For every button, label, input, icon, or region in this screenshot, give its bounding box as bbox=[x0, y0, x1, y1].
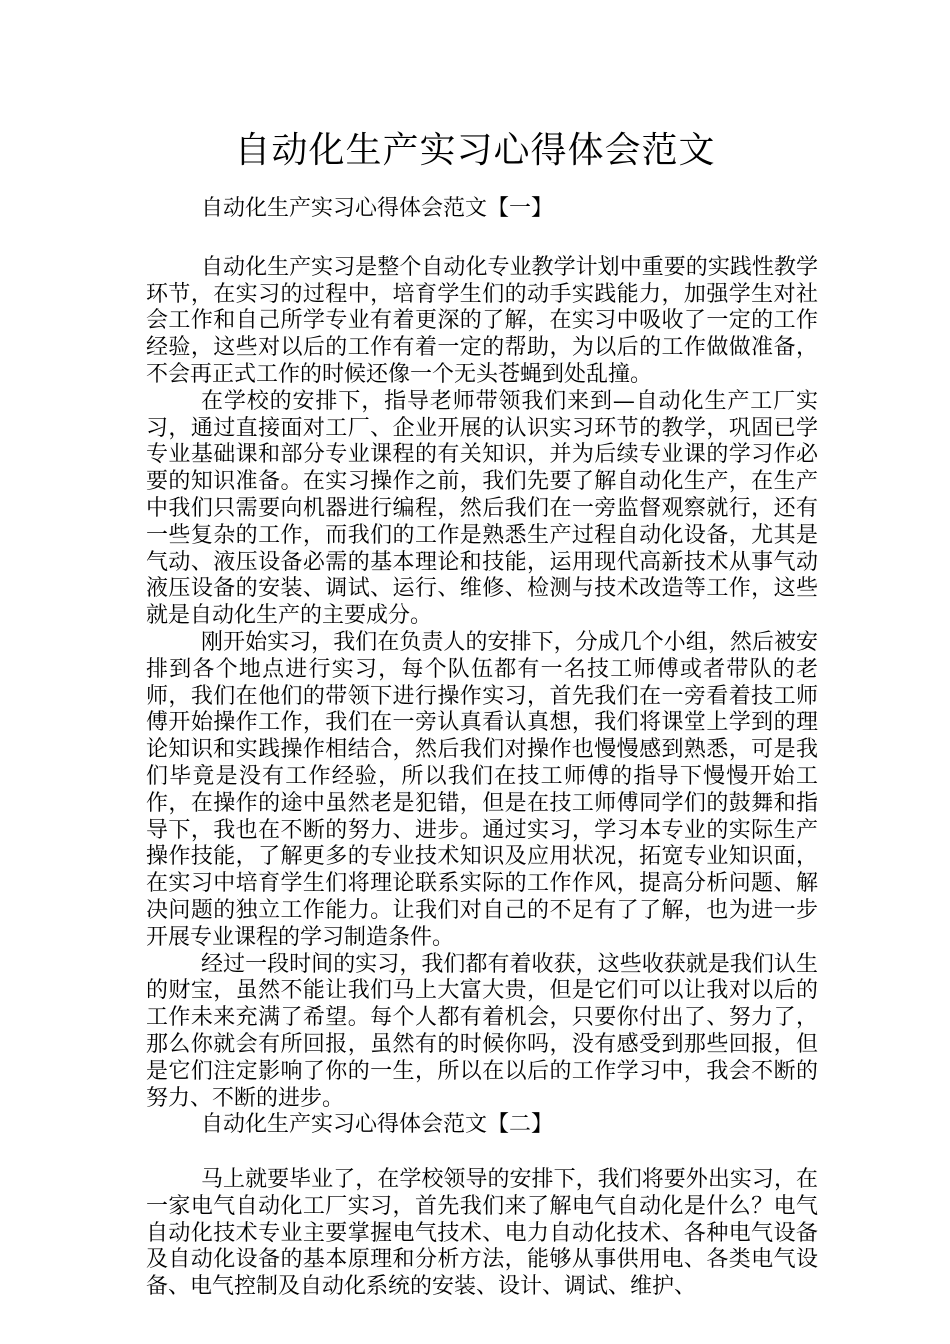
section-heading-2: 自动化生产实习心得体会范文【二】 bbox=[201, 1112, 554, 1138]
section1-paragraph-4: 经过一段时间的实习，我们都有着收获，这些收获就是我们认生的财宝，虽然不能让我们马上大富大贵，但是它们可以让我对以后的工作未来充满了希望。每个人都有着机会，只要你付出了、努力了，那么你就会有所回报，虽然有的时候你吗，没有感受到那些回报，但是它们注定影响了你的一生，所以在以后的工作学习中，我会不断的努力、不断的进步。 bbox=[146, 951, 818, 1111]
section2-paragraph-1: 马上就要毕业了，在学校领导的安排下，我们将要外出实习，在一家电气自动化工厂实习，首先我们来了解电气自动化是什么？电气自动化技术专业主要掌握电气技术、电力自动化技术、各种电气设备及自动化设备的基本原理和分析方法，能够从事供用电、各类电气设备、电气控制及自动化系统的安装、设计、调试、维护、 bbox=[146, 1167, 818, 1300]
document-body bbox=[146, 196, 818, 1301]
section1-paragraph-2: 在学校的安排下，指导老师带领我们来到—自动化生产工厂实习，通过直接面对工厂、企业开展的认识实习环节的教学，巩固已学专业基础课和部分专业课程的有关知识，并为后续专业课的学习作必要的知识准备。在实习操作之前，我们先要了解自动化生产，在生产中我们只需要向机器进行编程，然后我们在一旁监督观察就行，还有一些复杂的工作，而我们的工作是熟悉生产过程自动化设备，尤其是气动、液压设备必需的基本理论和技能，运用现代高新技术从事气动液压设备的安装、调试、运行、维修、检测与技术改造等工作，这些就是自动化生产的主要成分。 bbox=[146, 388, 818, 629]
section-heading-1: 自动化生产实习心得体会范文【一】 bbox=[201, 196, 554, 221]
section1-paragraph-1: 自动化生产实习是整个自动化专业教学计划中重要的实践性教学环节，在实习的过程中，培育学生们的动手实践能力，加强学生对社会工作和自己所学专业有着更深的了解，在实习中吸收了一定的工作经验，这些对以后的工作有着一定的帮助，为以后的工作做做准备，不会再正式工作的时候还像一个无头苍蝇到处乱撞。 bbox=[146, 254, 818, 387]
section1-paragraph-3: 刚开始实习，我们在负责人的安排下，分成几个小组，然后被安排到各个地点进行实习，每个队伍都有一名技工师傅或者带队的老师，我们在他们的带领下进行操作实习，首先我们在一旁看着技工师傅开始操作工作，我们在一旁认真看认真想，我们将课堂上学到的理论知识和实践操作相结合，然后我们对操作也慢慢感到熟悉，可是我们毕竟是没有工作经验，所以我们在技工师傅的指导下慢慢开始工作，在操作的途中虽然老是犯错，但是在技工师傅同学们的鼓舞和指导下，我也在不断的努力、进步。通过实习，学习本专业的实际生产操作技能，了解更多的专业技术知识及应用状况，拓宽专业知识面，在实习中培育学生们将理论联系实际的工作作风，提高分析问题、解决问题的独立工作能力。让我们对自己的不足有了了解，也为进一步开展专业课程的学习制造条件。 bbox=[146, 629, 818, 950]
document-title: 自动化生产实习心得体会范文 bbox=[234, 130, 716, 171]
